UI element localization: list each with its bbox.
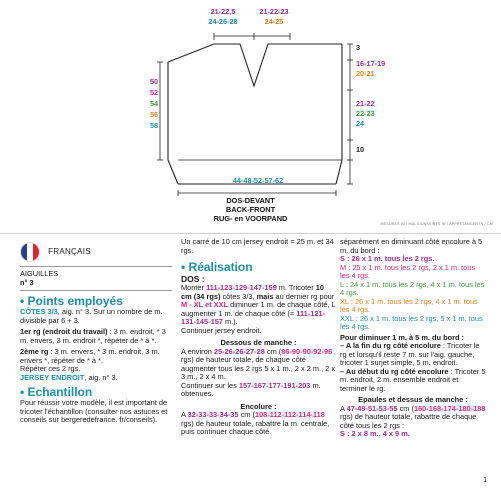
encolure-text: cm ( [238,410,255,419]
jersey-text: , aig. n° 3. [84,372,118,382]
encolure-rows: 108-112-112-114-118 [254,410,325,419]
echantillon-text: Pour réussir votre modèle, il est important de tricoter l'échantillon (consulter nos astuces et conseils sur bergeredefrance. fr/conseils). [20,398,168,424]
cotes-paragraph [20,308,172,325]
dos-text: m.). [222,317,238,326]
page-number: 1 [483,477,487,484]
start-row-paragraph [340,368,486,394]
epaules-paragraph [340,405,486,431]
needles-label: AIGUILLES [20,269,59,278]
shoulder-width-label-1: 21-22-23 [259,7,289,16]
right-mid-label-1: 21-22 [356,99,375,108]
neck-width-label-2: 24-26-28 [208,17,238,26]
garment-outline [168,44,342,184]
echantillon-title: • Echantillon [20,385,93,399]
repeat-text: Répéter ces 2 rgs. [20,364,81,373]
epaules-height: 47-49-51-53-55 [346,403,398,413]
needles-value: n° 3 [20,277,34,287]
right-upper-label-2: 20-21 [356,69,375,78]
manche-height: 25-26-26-27-28 [213,346,265,356]
manche-text: A environ [181,346,214,356]
row2-paragraph [20,348,172,365]
right-label-3: 3 [356,43,361,52]
french-flag-icon [20,242,40,262]
row1-paragraph [20,328,172,345]
manche-title: Dessous de manche : [220,338,297,347]
end-row-text: : Tricoter le rg et lorsqu'il reste 7 m. sur l'aig. gauche, tricoter 1 surjet simple, 5 m. endroit. [340,341,480,367]
epaules-rows: 160-168-174-180-188 [413,403,486,413]
cast-on-count: 111-123-129-147-159 [206,283,277,292]
manche-continue [181,382,336,399]
points-title: • Points employés [20,294,123,308]
right-upper-label-1: 16-17-19 [356,59,386,68]
language-header [20,242,172,262]
shoulder-width-label-2: 24-25 [264,17,284,26]
encolure-continued: séparément en diminuant côté encolure à 5 m. du bord : [340,237,483,255]
manche-paragraph [181,348,336,382]
column-materials [20,238,172,425]
caption-en: BACK-FRONT [225,205,276,214]
manche-count: 157-167-177-191-203 [238,380,311,390]
manche-text: Continuer sur les [181,380,239,390]
continue-text: Continuer jersey endroit. [181,325,262,335]
column-encolure [340,238,486,439]
dos-text: côtes 3/3, [220,291,257,301]
right-label-10: 10 [356,145,365,154]
caption-nl: RUG- en VOORPAND [213,214,288,223]
jersey-label: JERSEY ENDROIT [20,372,85,382]
language-label: FRANÇAIS [48,246,91,256]
epaules-text: A [340,403,347,413]
start-row-label: – Au début du rg côté encolure [340,366,449,376]
rule [20,266,172,267]
size-l-line: L : 24 x 1 m. tous les 2 rgs, 4 x 1 m. tous les 4 rgs. [340,279,485,297]
bottom-width-label: 44-48-52-57-62 [232,176,284,185]
stitch-count: 111-121-131-145-157 [181,308,326,326]
cotes-label: CÔTES 3/3 [20,307,58,316]
epaules-text: rgs) de hauteur totale, rabattre de chaque côté tous les 2 rgs : [340,412,477,430]
manche-text: cm ( [264,346,282,356]
section-divider [0,233,501,234]
row1-label: 1er rg (endroit du travail) [20,327,108,336]
dos-text: Monter [181,283,207,292]
encolure-paragraph [181,411,336,437]
encolure-height: 32-33-33-34-35 [187,410,239,419]
realisation-title: • Réalisation [181,260,253,274]
height-size-s: 50 [150,77,159,86]
dos-text: diminuer 1 m. de chaque côté, L augmenter 1 m. de chaque côté (= [181,300,336,318]
gauge-text: Un carré de 10 cm jersey endroit = 25 m. et 34 rgs. [181,237,334,255]
neck-width-label-1: 21-22,5 [210,7,236,16]
decrease-title: Pour diminuer 1 m. à 5 m. du bord : [340,332,465,342]
height-size-xl: 56 [150,110,159,119]
encolure-text: rgs) de hauteur totale, rabattre la m. centrale, puis continuer chaque côté [181,418,330,436]
size-m-line: M : 25 x 1 m. tous les 2 rgs, 2 x 1 m. tous les 4 rgs. [340,262,476,280]
rib-height: 10 cm (34 rgs) [181,283,324,301]
size-s-line: S : 26 x 1 m. tous les 2 rgs. [340,254,435,263]
height-size-l: 54 [150,99,159,108]
manche-text: m. obtenues. [181,380,321,398]
height-size-xxl: 58 [150,121,159,130]
jersey-paragraph [20,374,172,383]
size-xxl-line: XXL : 26 x 1 m. tous les 2 rgs, 5 x 1 m. tous les 4 rgs. [340,313,483,331]
caption-fr: DOS-DEVANT [226,196,275,205]
dimension-lines [157,33,353,196]
encolure-text: A [181,410,188,419]
epaules-size-s: S : 2 x 8 m., 4 x 9 m. [340,429,410,438]
manche-text: rgs) de hauteur totale, de chaque côté augmenter tous les 2 rgs 5 x 1 m., 2 x 2 m., 2 x 3 m., 2 x 4 m. [181,355,336,381]
row2-label: 2ème rg [20,347,49,356]
dos-title: DOS : [181,274,205,284]
height-size-m: 52 [150,88,159,97]
end-row-label: – A la fin du rg côté encolure [340,341,441,350]
epaules-text: cm ( [397,403,414,413]
size-xl-line: XL : 26 x 1 m. tous les 2 rgs, 4 x 1 m. tous les 4 rgs. [340,296,478,314]
right-mid-label-3: 24 [356,119,365,128]
encolure-title: Encolure : [240,401,277,411]
manche-rows: 86-90-90-92-96 [281,346,333,356]
rule [20,290,172,291]
epaules-title: Epaules et dessus de manche : [358,395,468,404]
end-row-paragraph [340,342,486,368]
dos-text: m. Tricoter [276,283,316,292]
start-row-text: : Tricoter 5 m. endroit, 2 m. ensemble endroit et terminer le rg. [340,366,486,393]
dos-paragraph [181,284,336,327]
cotes-text: , aig. n° 3. Sur un nombre de m. divisible par 6 + 3. [20,307,163,325]
sizes-list: M - XL et XXL [181,300,229,309]
row2-text: : 3 m. envers, * 3 m. endroit, 3 m. envers *, répéter de * à *. [20,347,160,365]
right-mid-label-2: 22-23 [356,109,375,118]
dos-text: au dernier rg pour [273,291,335,301]
row1-text: : 3 m. endroit, * 3 m. envers, 3 m. endroit *, répéter de * à *. [20,327,166,345]
column-realisation [181,238,336,437]
image-credit: MESURES IN / MULGIUNSKIRTS IN / APPRETANGER.IN / CM [380,222,493,226]
dos-text-emph: mais [256,291,274,301]
